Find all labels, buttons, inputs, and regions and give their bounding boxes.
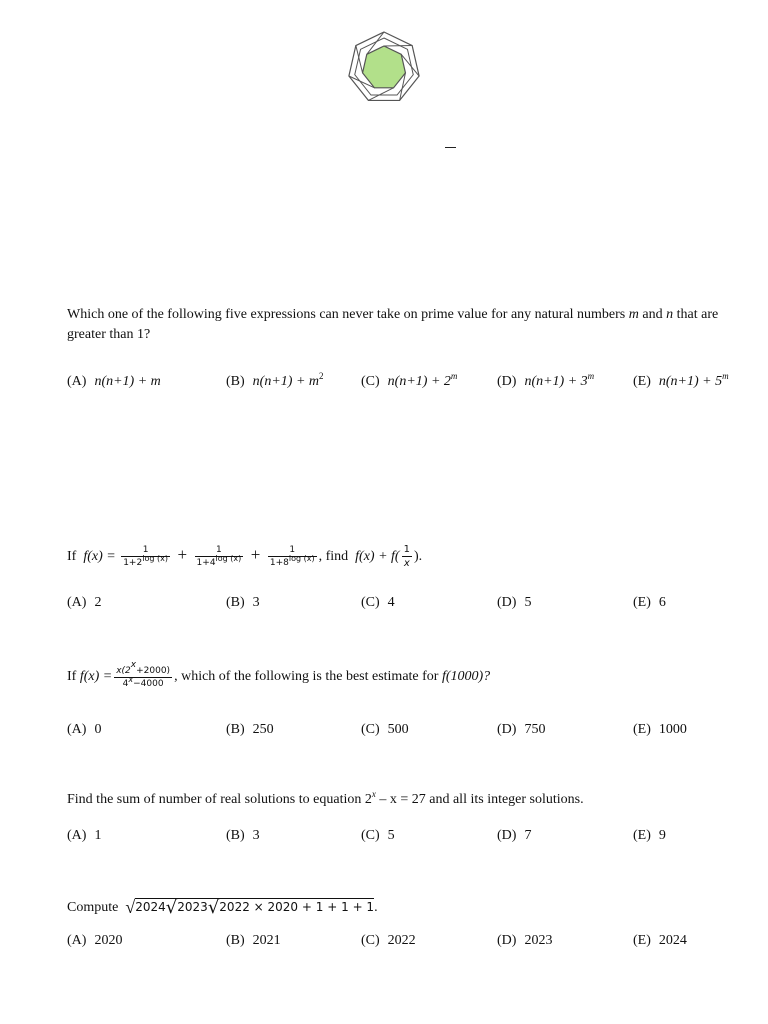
- option-value: 5: [387, 828, 395, 843]
- option-expr: n(n+1) + m: [94, 374, 161, 389]
- q3-option-a[interactable]: [67, 720, 101, 740]
- plus-sign: +: [250, 545, 261, 564]
- num-exp: x: [130, 659, 137, 670]
- frac-num: 1: [403, 543, 410, 555]
- option-label: (D): [497, 933, 517, 948]
- q2-option-d[interactable]: [497, 593, 531, 613]
- option-value: 5: [524, 595, 532, 610]
- q2-option-b[interactable]: [226, 593, 260, 613]
- q4-text-a: Find the sum of number of real solutions to equation 2: [67, 792, 372, 807]
- option-value: 7: [524, 828, 532, 843]
- option-label: (C): [361, 722, 380, 737]
- option-value: 250: [252, 722, 274, 737]
- option-label: (B): [226, 374, 245, 389]
- frac-num: 1: [289, 544, 296, 555]
- q2-fraction-1: [121, 546, 170, 568]
- q2-tail-a: f(x) + f(: [355, 549, 400, 564]
- q3-option-c[interactable]: [361, 720, 409, 740]
- q1-option-c[interactable]: [361, 372, 457, 392]
- num-b: +2000): [136, 665, 171, 676]
- plus-sign: +: [177, 545, 188, 564]
- num-a: x(2: [116, 665, 131, 676]
- option-value: 3: [252, 828, 260, 843]
- mid-num: 2023: [177, 900, 208, 914]
- q3-option-e[interactable]: [633, 720, 687, 740]
- q1-text-and: and: [638, 307, 667, 322]
- q5-option-b[interactable]: [226, 931, 281, 951]
- heptagon-logo-icon: [346, 30, 422, 106]
- option-value: 500: [387, 722, 409, 737]
- radical-icon: √: [207, 897, 220, 918]
- q2-inner-fraction: [402, 545, 412, 569]
- inner-radicand: 2022 × 2020 + 1: [219, 900, 324, 914]
- q3-target: f(1000)?: [441, 669, 491, 684]
- option-expr: n(n+1) + 5: [658, 374, 723, 389]
- frac-den: x: [402, 556, 412, 569]
- den-base: 2: [136, 557, 143, 568]
- option-label: (E): [633, 933, 651, 948]
- q1-option-e[interactable]: [633, 372, 729, 392]
- option-label: (D): [497, 828, 517, 843]
- outer-sqrt: [125, 893, 374, 922]
- frac-num: [114, 659, 172, 677]
- q4-exp: x: [371, 789, 376, 799]
- q1-option-a[interactable]: [67, 372, 161, 392]
- q2-fraction-3: [268, 546, 317, 568]
- den-exp: log (x): [288, 553, 315, 563]
- question-3-prompt: [67, 659, 491, 692]
- question-1-options: [0, 372, 768, 394]
- option-label: (D): [497, 374, 517, 389]
- option-expr: n(n+1) + m: [252, 374, 320, 389]
- q2-if: If: [67, 549, 77, 564]
- frac-den: [195, 553, 244, 568]
- option-expr: n(n+1) + 2: [387, 374, 451, 389]
- frac-den: [268, 553, 317, 568]
- q5-option-d[interactable]: [497, 931, 552, 951]
- q2-option-e[interactable]: [633, 593, 666, 613]
- question-1-prompt: [67, 305, 727, 345]
- option-value: 2021: [252, 933, 281, 948]
- option-label: (A): [67, 933, 87, 948]
- q2-tail-b: ).: [413, 549, 423, 564]
- option-value: 3: [252, 595, 260, 610]
- option-exp: m: [587, 371, 595, 381]
- q1-var-n: n: [666, 307, 674, 322]
- option-value: 2023: [524, 933, 553, 948]
- frac-num: 1: [142, 544, 149, 555]
- question-5-prompt: [67, 893, 378, 922]
- den-exp: x: [128, 674, 134, 684]
- den-base: 8: [283, 557, 289, 568]
- q5-compute: Compute: [67, 900, 119, 915]
- q3-option-b[interactable]: [226, 720, 274, 740]
- option-label: (E): [633, 374, 651, 389]
- option-label: (C): [361, 374, 380, 389]
- q4-option-c[interactable]: [361, 826, 395, 846]
- inner-sqrt: [208, 893, 324, 922]
- outer-plus-one: + 1: [352, 900, 375, 914]
- den-prefix: 1+: [196, 557, 210, 568]
- option-label: (B): [226, 828, 245, 843]
- q1-var-m: m: [628, 307, 639, 322]
- question-3-options: [0, 720, 768, 742]
- q3-if: If: [67, 669, 77, 684]
- option-label: (A): [67, 374, 87, 389]
- option-label: (A): [67, 722, 87, 737]
- option-label: (B): [226, 933, 245, 948]
- option-value: 2022: [387, 933, 416, 948]
- option-value: 2024: [658, 933, 687, 948]
- frac-den: [121, 553, 170, 568]
- q5-option-a[interactable]: [67, 931, 122, 951]
- option-value: 2: [94, 595, 102, 610]
- option-value: 0: [94, 722, 102, 737]
- option-label: (A): [67, 828, 87, 843]
- question-2-options: [0, 593, 768, 615]
- den-b: −4000: [133, 678, 164, 689]
- radical-icon: √: [125, 897, 136, 917]
- q1-option-d[interactable]: [497, 372, 594, 392]
- option-expr: n(n+1) + 3: [524, 374, 588, 389]
- den-prefix: 1+: [269, 557, 284, 568]
- question-4-prompt: [67, 790, 584, 810]
- option-label: (C): [361, 828, 380, 843]
- option-value: 1: [94, 828, 102, 843]
- q4-option-a[interactable]: [67, 826, 101, 846]
- option-label: (A): [67, 595, 87, 610]
- q1-option-b[interactable]: [226, 372, 324, 392]
- q2-fx: f(x) =: [83, 549, 116, 564]
- q2-option-c[interactable]: [361, 593, 395, 613]
- option-label: (C): [361, 933, 380, 948]
- q2-fraction-2: [195, 546, 244, 568]
- question-2-prompt: [67, 540, 422, 572]
- option-value: 2020: [94, 933, 123, 948]
- q2-option-a[interactable]: [67, 593, 101, 613]
- q1-text-a: Which one of the following five expressions can never take on prime value for any natural numbers: [67, 307, 629, 322]
- den-prefix: 1+: [123, 557, 137, 568]
- question-5-options: [0, 931, 768, 953]
- option-label: (E): [633, 828, 651, 843]
- option-value: 9: [658, 828, 666, 843]
- q3-option-d[interactable]: [497, 720, 545, 740]
- frac-den: [114, 674, 172, 689]
- q2-find: , find: [318, 549, 349, 564]
- q3-fraction: [114, 659, 172, 689]
- option-exp: m: [450, 371, 458, 381]
- den-exp: log (x): [142, 553, 168, 563]
- divider-dash: [445, 147, 456, 148]
- option-label: (B): [226, 722, 245, 737]
- outer-radicand: [135, 897, 375, 918]
- q4-option-e[interactable]: [633, 826, 666, 846]
- q3-fx: f(x) =: [79, 669, 113, 684]
- option-label: (D): [497, 595, 517, 610]
- option-value: 1000: [658, 722, 687, 737]
- option-exp: 2: [319, 371, 324, 381]
- q4-option-b[interactable]: [226, 826, 260, 846]
- option-label: (E): [633, 595, 651, 610]
- option-value: 750: [524, 722, 546, 737]
- q4-text-b: – x = 27 and all its integer solutions.: [375, 792, 584, 807]
- radical-icon: √: [165, 897, 178, 918]
- den-a: 4: [122, 678, 129, 689]
- frac-num: 1: [216, 544, 222, 555]
- mid-plus-one: + 1: [327, 900, 349, 914]
- den-base: 4: [209, 557, 216, 568]
- option-value: 4: [387, 595, 395, 610]
- mid-radicand: [177, 897, 349, 918]
- option-label: (B): [226, 595, 245, 610]
- q5-option-e[interactable]: [633, 931, 687, 951]
- q3-rest: , which of the following is the best estimate for: [174, 669, 442, 684]
- option-exp: m: [722, 371, 729, 381]
- q1-text-b: that are greater than 1?: [67, 307, 719, 342]
- q5-option-c[interactable]: [361, 931, 416, 951]
- option-label: (E): [633, 722, 651, 737]
- den-exp: log (x): [215, 553, 242, 563]
- option-label: (D): [497, 722, 517, 737]
- question-4-options: [0, 826, 768, 848]
- q4-option-d[interactable]: [497, 826, 531, 846]
- q5-period: .: [374, 900, 378, 915]
- mid-sqrt: [166, 893, 349, 922]
- option-value: 6: [658, 595, 666, 610]
- outer-num: 2024: [135, 900, 166, 914]
- option-label: (C): [361, 595, 380, 610]
